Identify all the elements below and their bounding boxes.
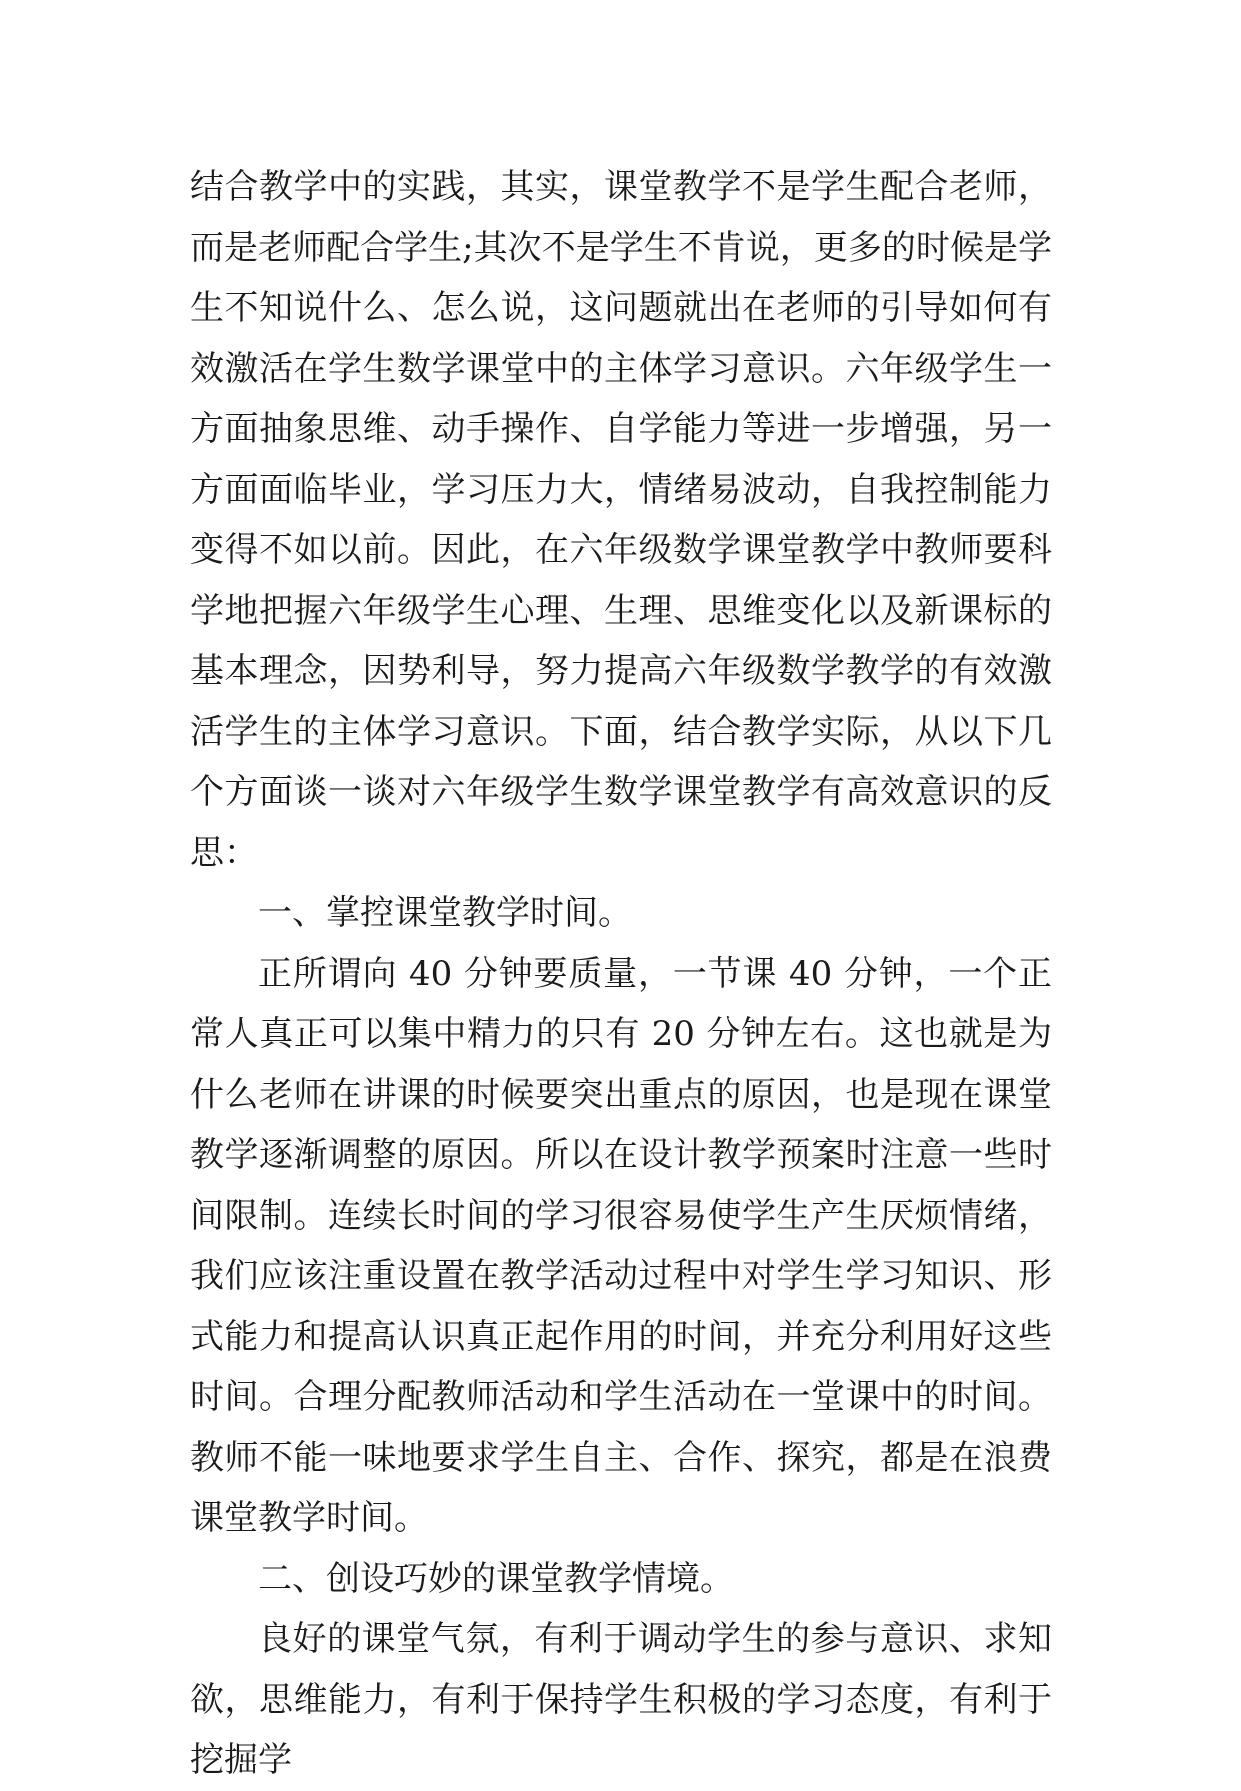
paragraph-section-2: 良好的课堂气氛，有利于调动学生的参与意识、求知欲，思维能力，有利于保持学生积极的学习态度，有利于挖掘学 [190,1619,1052,1780]
paragraph-intro: 结合教学中的实践，其实，课堂教学不是学生配合老师，而是老师配合学生;其次不是学生不肯说，更多的时候是学生不知说什么、怎么说，这问题就出在老师的引导如何有效激活在学生数学课堂中的主体学习意识。六年级学生一方面抽象思维、动手操作、自学能力等进一步增强，另一方面面临毕业，学习压力大，情绪易波动，自我控制能力变得不如以前。因此，在六年级数学课堂教学中教师要科学地把握六年级学生心理、生理、思维变化以及新课标的基本理念，因势利导，努力提高六年级数学教学的有效激活学生的主体学习意识。下面，结合教学实际，从以下几个方面谈一谈对六年级学生数学课堂教学有高效意识的反思： [190,167,1052,873]
paragraph-section-1: 正所谓向 40 分钟要质量，一节课 40 分钟，一个正常人真正可以集中精力的只有 20 分钟左右。这也就是为什么老师在讲课的时候要突出重点的原因，也是现在课堂教学逐渐调整的原因。所以在设计教学预案时注意一些时间限制。连续长时间的学习很容易使学生产生厌烦情绪，我们应该注重设置在教学活动过程中对学生学习知识、形式能力和提高认识真正起作用的时间，并充分利用好这些时间。合理分配教师活动和学生活动在一堂课中的时间。教师不能一味地要求学生自主、合作、探究，都是在浪费课堂教学时间。 [190,953,1052,1538]
heading-section-1: 一、掌控课堂教学时间。 [258,893,632,933]
heading-section-2: 二、创设巧妙的课堂教学情境。 [258,1558,734,1599]
document-body [190,157,1052,1791]
